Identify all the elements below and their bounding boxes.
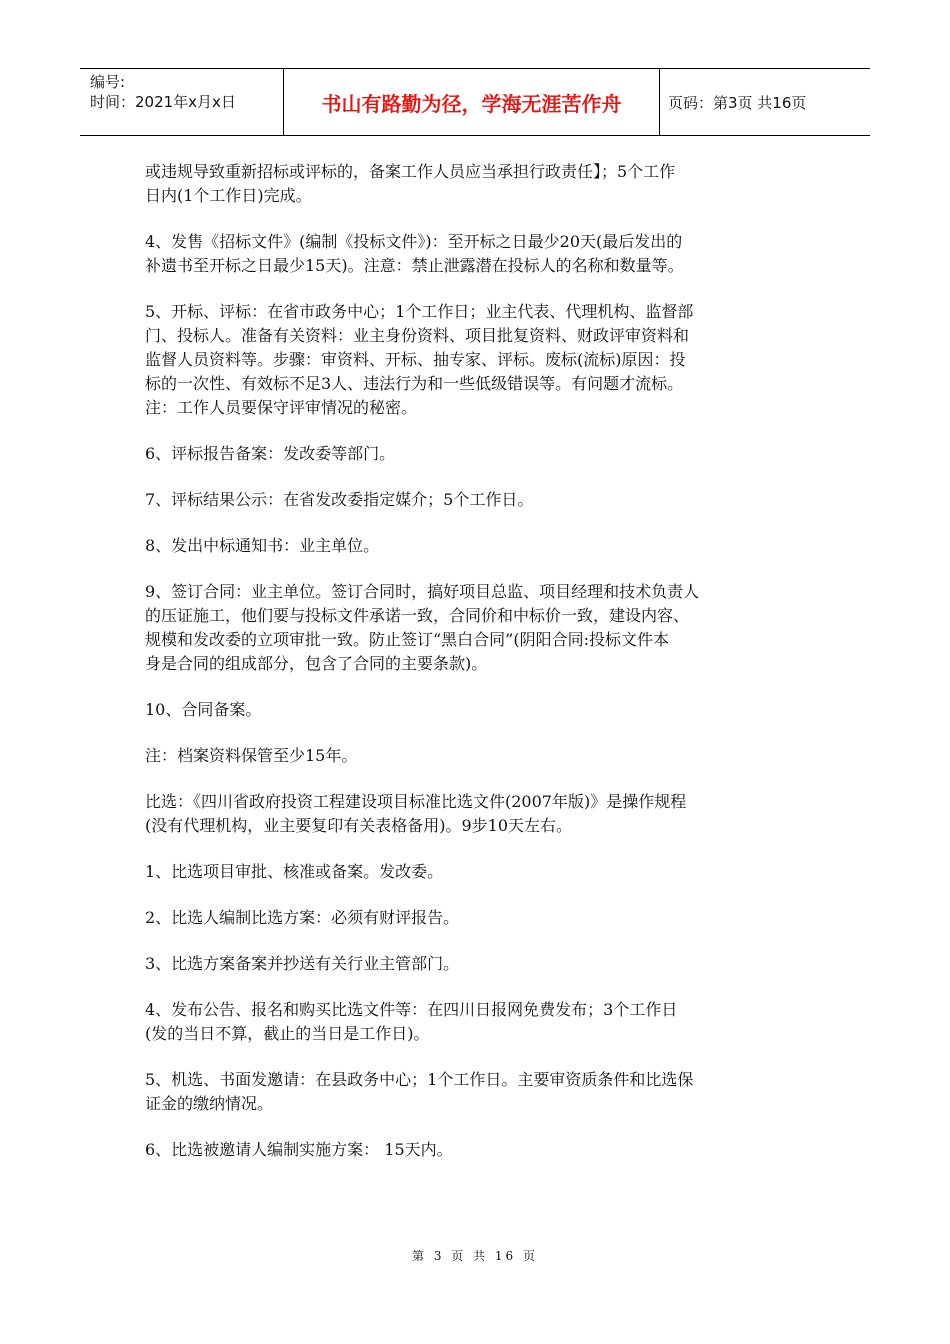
document-time-label: 时间：2021年x月x日	[90, 93, 236, 111]
body-paragraph	[145, 998, 805, 1046]
paragraph-line: 标的一次性、有效标不足3人、违法行为和一些低级错误等。有问题才流标。	[145, 374, 684, 393]
body-paragraph	[145, 860, 805, 884]
paragraph-line: 5、开标、评标：在省市政务中心；1个工作日；业主代表、代理机构、监督部	[145, 302, 694, 321]
paragraph-line: 注：工作人员要保守评审情况的秘密。	[145, 398, 418, 417]
body-paragraph	[145, 744, 805, 768]
paragraph-line: 8、发出中标通知书：业主单位。	[145, 536, 380, 555]
paragraph-line: 7、评标结果公示：在省发改委指定媒介；5个工作日。	[145, 490, 534, 509]
header-meta-cell	[80, 69, 284, 135]
paragraph-line: 10、合同备案。	[145, 700, 262, 719]
paragraph-line: 1、比选项目审批、核准或备案。发改委。	[145, 862, 444, 881]
paragraph-line: 日内(1个工作日)完成。	[145, 186, 312, 205]
paragraph-line: 4、发售《招标文件》(编制《投标文件》)：至开标之日最少20天(最后发出的	[145, 232, 683, 251]
paragraph-line: 监督人员资料等。步骤：审资料、开标、抽专家、评标。废标(流标)原因：投	[145, 350, 686, 369]
body-paragraph	[145, 790, 805, 838]
paragraph-line: 规模和发改委的立项审批一致。防止签订“黑白合同”(阴阳合同:投标文件本	[145, 630, 669, 649]
body-paragraph	[145, 300, 805, 420]
paragraph-line: 注：档案资料保管至少15年。	[145, 746, 358, 765]
body-paragraph	[145, 160, 805, 208]
paragraph-line: (没有代理机构，业主要复印有关表格备用)。9步10天左右。	[145, 816, 573, 835]
header-page-cell	[660, 69, 870, 135]
paragraph-line: 6、比选被邀请人编制实施方案： 15天内。	[145, 1140, 453, 1159]
paragraph-line: 身是合同的组成部分，包含了合同的主要条款)。	[145, 654, 488, 673]
body-paragraph	[145, 1068, 805, 1116]
body-paragraph	[145, 952, 805, 976]
body-paragraph	[145, 488, 805, 512]
paragraph-line: 2、比选人编制比选方案：必须有财评报告。	[145, 908, 460, 927]
body-paragraph	[145, 1138, 805, 1162]
paragraph-line: 补遗书至开标之日最少15天)。注意：禁止泄露潜在投标人的名称和数量等。	[145, 256, 684, 275]
body-paragraph	[145, 230, 805, 278]
paragraph-line: 5、机选、书面发邀请：在县政务中心；1个工作日。主要审资质条件和比选保	[145, 1070, 694, 1089]
document-number-label: 编号:	[90, 73, 126, 91]
header-page-code: 页码：第3页 共16页	[668, 93, 807, 112]
body-paragraph	[145, 534, 805, 558]
paragraph-line: 门、投标人。准备有关资料：业主身份资料、项目批复资料、财政评审资料和	[145, 326, 690, 345]
page-header	[80, 68, 870, 136]
paragraph-line: (发的当日不算，截止的当日是工作日)。	[145, 1024, 430, 1043]
body-paragraph	[145, 906, 805, 930]
header-motto-cell	[284, 69, 660, 135]
body-paragraph	[145, 698, 805, 722]
page-footer: 第 3 页 共 16 页	[412, 1249, 538, 1263]
document-body	[145, 160, 805, 1184]
paragraph-line: 或违规导致重新招标或评标的，备案工作人员应当承担行政责任】；5个工作	[145, 162, 676, 181]
paragraph-line: 6、评标报告备案：发改委等部门。	[145, 444, 396, 463]
header-motto: 书山有路勤为径，学海无涯苦作舟	[321, 91, 622, 116]
body-paragraph	[145, 442, 805, 466]
paragraph-line: 比选：《四川省政府投资工程建设项目标准比选文件(2007年版)》是操作规程	[145, 792, 687, 811]
paragraph-line: 的压证施工，他们要与投标文件承诺一致，合同价和中标价一致，建设内容、	[145, 606, 690, 625]
paragraph-line: 9、签订合同：业主单位。签订合同时，搞好项目总监、项目经理和技术负责人	[145, 582, 700, 601]
paragraph-line: 4、发布公告、报名和购买比选文件等：在四川日报网免费发布；3个工作日	[145, 1000, 678, 1019]
body-paragraph	[145, 580, 805, 676]
paragraph-line: 证金的缴纳情况。	[145, 1094, 274, 1113]
paragraph-line: 3、比选方案备案并抄送有关行业主管部门。	[145, 954, 460, 973]
